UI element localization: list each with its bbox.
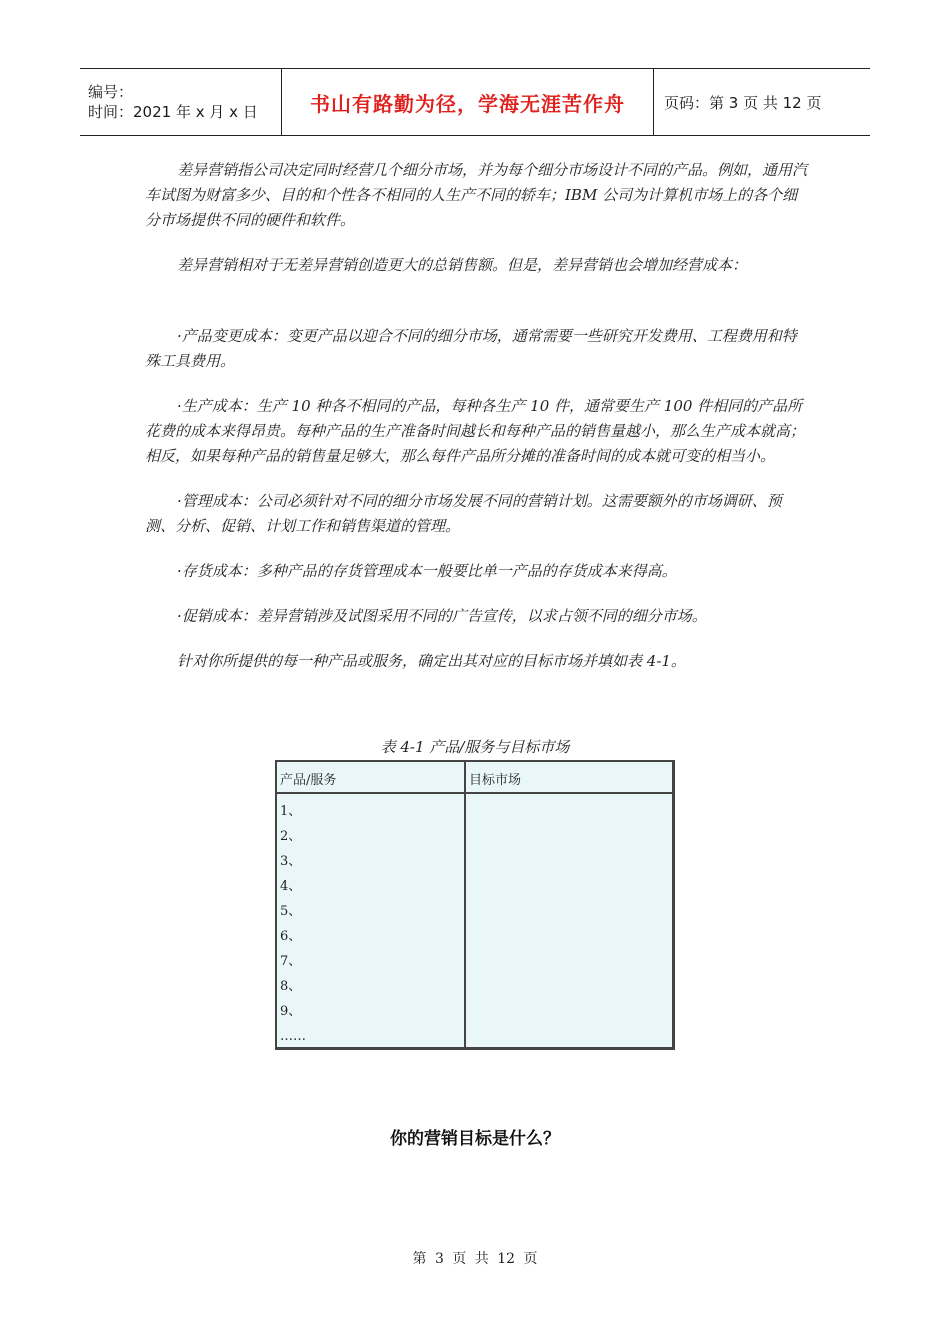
table-row: 6、 [280,929,302,944]
page-header [80,68,870,136]
table-header-product: 产品/服务 [280,773,337,788]
body-text [145,158,807,674]
header-page-cell [654,69,870,135]
table-column-divider [464,762,466,1047]
table-row: 2、 [280,829,302,844]
table-row: 4、 [280,879,302,894]
page-footer: 第 3 页 共 12 页 [412,1251,538,1267]
time-label: 时间：2021 年 x 月 x 日 [88,103,258,121]
table-rows [280,802,306,1052]
paragraph-promotion-cost: ·促销成本：差异营销涉及试图采用不同的广告宣传，以求占领不同的细分市场。 [177,607,707,625]
paragraph-differentiated-marketing: 差异营销指公司决定同时经营几个细分市场，并为每个细分市场设计不同的产品。例如，通用汽车试图为财富多少、目的和个性各不相同的人生产不同的轿车；IBM 公司为计算机市场上的各个细分市场提供不同的硬件和软件。 [145,161,808,229]
product-market-table [275,760,675,1050]
table-header-divider [277,792,672,794]
table-row: 8、 [280,979,302,994]
table-header-target-market: 目标市场 [469,773,522,788]
table-row: 7、 [280,954,302,969]
header-motto-cell [282,69,654,135]
table-row: …… [280,1029,306,1044]
paragraph-instruction: 针对你所提供的每一种产品或服务，确定出其对应的目标市场并填如表 4-1。 [177,652,686,670]
paragraph-management-cost: ·管理成本：公司必须针对不同的细分市场发展不同的营销计划。这需要额外的市场调研、预测、分析、促销、计划工作和销售渠道的管理。 [145,492,782,535]
page-label: 页码：第 3 页 共 12 页 [664,93,822,112]
paragraph-production-cost: ·生产成本：生产 10 种各不相同的产品，每种各生产 10 件，通常要生产 100 件相同的产品所花费的成本来得昂贵。每种产品的生产准备时间越长和每种产品的销售量越小，那么生产成本就高；相反，如果每种产品的销售量足够大，那么每件产品所分摊的准备时间的成本就可变的相当小。 [145,397,806,465]
table-row: 3、 [280,854,302,869]
header-info [80,69,282,135]
table-row: 1、 [280,804,302,819]
table-row: 5、 [280,904,302,919]
paragraph-sales-vs-cost: 差异营销相对于无差异营销创造更大的总销售额。但是，差异营销也会增加经营成本： [177,256,748,274]
paragraph-inventory-cost: ·存货成本：多种产品的存货管理成本一般要比单一产品的存货成本来得高。 [177,562,677,580]
paragraph-product-change-cost: ·产品变更成本：变更产品以迎合不同的细分市场，通常需要一些研究开发费用、工程费用和特殊工具费用。 [145,327,797,370]
number-label: 编号： [88,83,134,101]
table-caption: 表 4-1 产品/服务与目标市场 [380,738,570,756]
section-question: 你的营销目标是什么？ [390,1129,560,1149]
motto: 书山有路勤为径，学海无涯苦作舟 [310,91,625,116]
table-row: 9、 [280,1004,302,1019]
